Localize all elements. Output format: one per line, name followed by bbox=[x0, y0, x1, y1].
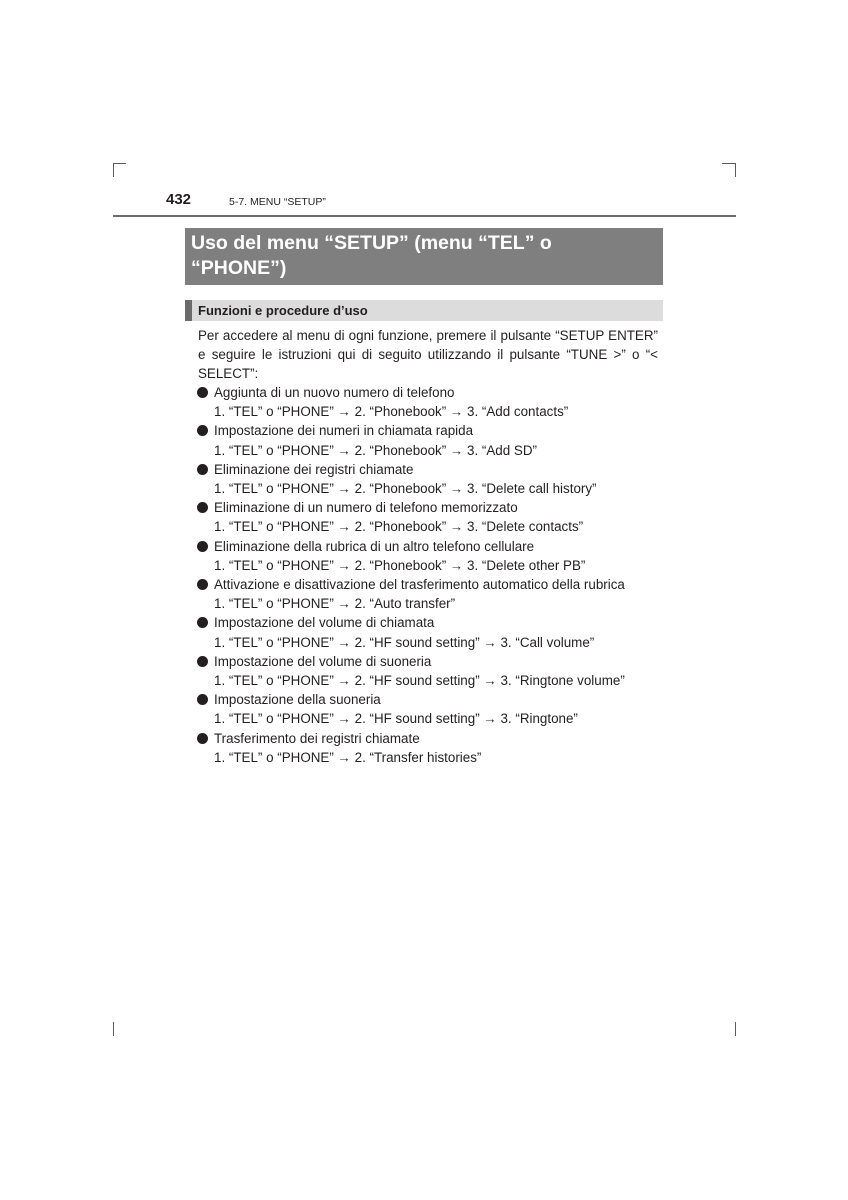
header-divider bbox=[113, 215, 736, 217]
bullet-icon bbox=[197, 464, 208, 475]
list-item bbox=[197, 652, 667, 690]
bullet-icon bbox=[197, 694, 208, 705]
bullet-icon bbox=[197, 656, 208, 667]
page-number: 432 bbox=[166, 191, 192, 208]
bullet-icon bbox=[197, 733, 208, 744]
list-item bbox=[197, 729, 667, 767]
crop-mark-bottom-left bbox=[113, 1022, 114, 1036]
subheader-title: Funzioni e procedure d’uso bbox=[198, 303, 368, 318]
bullet-icon bbox=[197, 425, 208, 436]
intro-paragraph: Per accedere al menu di ogni funzione, premere il pulsante “SETUP ENTER” e seguire le istruzioni qui di seguito utilizzando il pulsante “TUNE >” o “< SELECT”: bbox=[198, 328, 658, 382]
crop-mark-bottom-right bbox=[735, 1022, 736, 1036]
bullet-icon bbox=[197, 617, 208, 628]
bullet-icon bbox=[197, 502, 208, 513]
subheader-bar bbox=[185, 300, 663, 321]
crop-mark-top-left-vertical bbox=[113, 163, 114, 177]
list-item bbox=[197, 421, 667, 459]
list-item bbox=[197, 498, 667, 536]
item-label: Impostazione del volume di suoneria bbox=[214, 653, 432, 669]
item-label: Impostazione della suoneria bbox=[214, 692, 381, 708]
bullet-icon bbox=[197, 579, 208, 590]
item-label: Impostazione dei numeri in chiamata rapida bbox=[214, 423, 474, 439]
item-label: Trasferimento dei registri chiamate bbox=[214, 730, 420, 746]
crop-mark-top-right-vertical bbox=[735, 163, 736, 177]
item-path: 1. “TEL” o “PHONE” → 2. “Phonebook” → 3. “Add contacts” bbox=[214, 404, 569, 420]
section-reference: 5-7. MENU “SETUP” bbox=[229, 196, 326, 208]
item-path: 1. “TEL” o “PHONE” → 2. “Phonebook” → 3. “Delete other PB” bbox=[214, 557, 586, 573]
item-path: 1. “TEL” o “PHONE” → 2. “Phonebook” → 3. “Delete call history” bbox=[214, 481, 597, 497]
title-banner bbox=[185, 228, 663, 285]
list-item bbox=[197, 690, 667, 728]
item-path: 1. “TEL” o “PHONE” → 2. “HF sound setting” → 3. “Call volume” bbox=[214, 634, 595, 650]
item-path: 1. “TEL” o “PHONE” → 2. “Phonebook” → 3. “Delete contacts” bbox=[214, 519, 584, 535]
item-path: 1. “TEL” o “PHONE” → 2. “HF sound setting” → 3. “Ringtone” bbox=[214, 711, 578, 727]
bullet-icon bbox=[197, 387, 208, 398]
crop-mark-top-right-horizontal bbox=[722, 163, 735, 164]
bullet-icon bbox=[197, 541, 208, 552]
list-item bbox=[197, 537, 667, 575]
list-item bbox=[197, 575, 667, 613]
item-path: 1. “TEL” o “PHONE” → 2. “HF sound setting” → 3. “Ringtone volume” bbox=[214, 673, 625, 689]
item-label: Impostazione del volume di chiamata bbox=[214, 615, 435, 631]
item-path: 1. “TEL” o “PHONE” → 2. “Phonebook” → 3. “Add SD” bbox=[214, 442, 537, 458]
list-item bbox=[197, 383, 667, 421]
page-title: Uso del menu “SETUP” (menu “TEL” o “PHONE”) bbox=[191, 232, 552, 279]
function-list bbox=[197, 383, 667, 767]
item-label: Attivazione e disattivazione del trasferimento automatico della rubrica bbox=[214, 577, 625, 593]
item-path: 1. “TEL” o “PHONE” → 2. “Auto transfer” bbox=[214, 596, 456, 612]
subheader-accent bbox=[185, 300, 192, 321]
crop-mark-top-left-horizontal bbox=[113, 163, 126, 164]
list-item bbox=[197, 613, 667, 651]
item-label: Eliminazione dei registri chiamate bbox=[214, 461, 414, 477]
item-label: Eliminazione di un numero di telefono memorizzato bbox=[214, 500, 518, 516]
item-path: 1. “TEL” o “PHONE” → 2. “Transfer histories” bbox=[214, 749, 482, 765]
item-label: Aggiunta di un nuovo numero di telefono bbox=[214, 385, 455, 400]
item-label: Eliminazione della rubrica di un altro telefono cellulare bbox=[214, 538, 535, 554]
list-item bbox=[197, 460, 667, 498]
